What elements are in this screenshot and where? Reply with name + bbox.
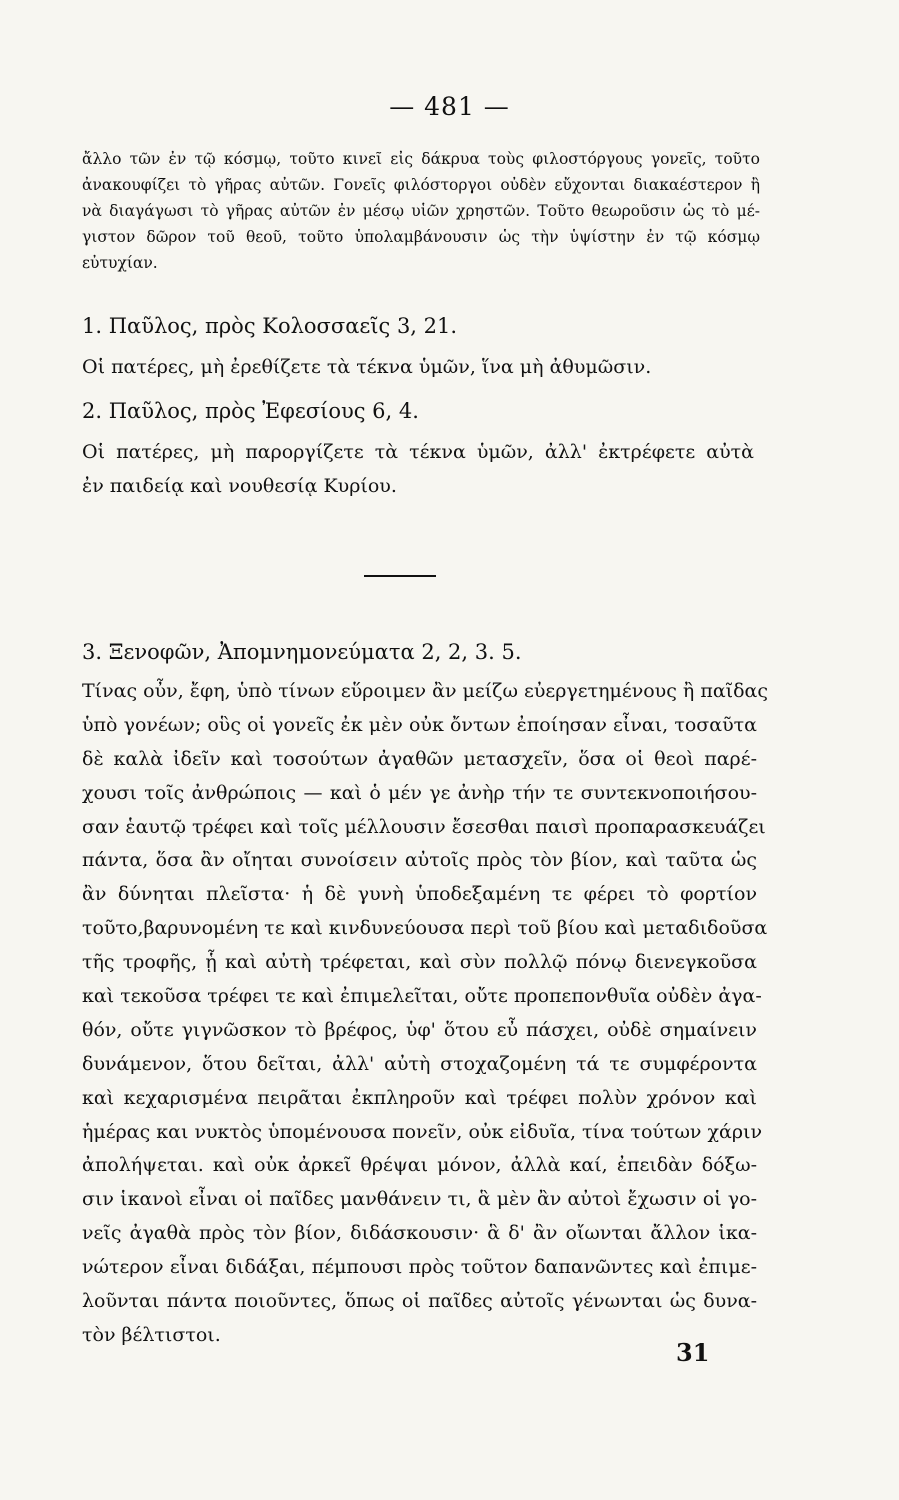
text-line: λοῦνται πάντα ποιοῦντες, ὅπως οἱ παῖδες αὐτοῖς γένωνται ὡς δυνα-	[82, 1290, 757, 1313]
text-line: ἐν παιδείᾳ καὶ νουθεσίᾳ Κυρίου.	[82, 474, 397, 497]
text-line: θόν, οὔτε γιγνῶσκον τὸ βρέφος, ὑφ' ὅτου εὖ πάσχει, οὐδὲ σημαίνειν	[82, 1018, 757, 1041]
text-line: νὰ διαγάγωσι τὸ γῆρας αὐτῶν ἐν μέσῳ υἱῶν χρηστῶν. Τοῦτο θεωροῦσιν ὡς τὸ μέ-	[82, 202, 760, 220]
quote1-heading: 1. Παῦλος, πρὸς Κολοσσαεῖς 3, 21.	[82, 314, 458, 338]
quote1-text: Οἱ πατέρες, μὴ ἐρεθίζετε τὰ τέκνα ὑμῶν, ἵνα μὴ ἀθυμῶσιν.	[82, 356, 652, 378]
text-line: ὑπὸ γονέων; οὓς οἱ γονεῖς ἐκ μὲν οὐκ ὄντων ἐποίησαν εἶναι, τοσαῦτα	[82, 713, 757, 736]
text-line: νώτερον εἶναι διδάξαι, πέμπουσι πρὸς τοῦτον δαπανῶντες καὶ ἐπιμε-	[82, 1256, 757, 1279]
text-line: χουσι τοῖς ἀνθρώποις — καὶ ὁ μέν γε ἀνὴρ τήν τε συντεκνοποιήσου-	[82, 781, 757, 804]
page-number: — 481 —	[389, 92, 510, 121]
text-line: ἂν δύνηται πλεῖστα· ἡ δὲ γυνὴ ὑποδεξαμένη τε φέρει τὸ φορτίον	[82, 883, 757, 906]
text-line: δυνάμενον, ὅτου δεῖται, ἀλλ' αὐτὴ στοχαζομένη τά τε συμφέροντα	[82, 1052, 757, 1075]
quote3-heading: 3. Ξενοφῶν, Ἀπομνημονεύματα 2, 2, 3. 5.	[82, 640, 522, 664]
section-separator	[364, 575, 436, 577]
text-line: ἄλλο τῶν ἐν τῷ κόσμῳ, τοῦτο κινεῖ εἰς δάκρυα τοὺς φιλοστόργους γονεῖς, τοῦτο	[82, 150, 760, 168]
text-line: καὶ κεχαρισμένα πειρᾶται ἐκπληροῦν καὶ τρέφει πολὺν χρόνον καὶ	[82, 1086, 757, 1109]
text-line: τὸν βέλτιστοι.	[82, 1323, 221, 1346]
text-line: ἡμέρας και νυκτὸς ὑπομένουσα πονεῖν, οὐκ εἰδυῖα, τίνα τούτων χάριν	[82, 1120, 763, 1143]
text-line: καὶ τεκοῦσα τρέφει τε καὶ ἐπιμελεῖται, οὔτε προπεπονθυῖα οὐδὲν ἀγα-	[82, 985, 762, 1008]
text-line: νεῖς ἀγαθὰ πρὸς τὸν βίον, διδάσκουσιν· ἃ δ' ἂν οἴωνται ἄλλον ἱκα-	[82, 1222, 757, 1245]
text-line: γιστον δῶρον τοῦ θεοῦ, τοῦτο ὑπολαμβάνουσιν ὡς τὴν ὑψίστην ἐν τῷ κόσμῳ	[82, 228, 760, 246]
text-line: πάντα, ὅσα ἂν οἴηται συνοίσειν αὐτοῖς πρὸς τὸν βίον, καὶ ταῦτα ὡς	[82, 849, 757, 872]
text-line: ἀπολήψεται. καὶ οὐκ ἀρκεῖ θρέψαι μόνον, ἀλλὰ καί, ἐπειδὰν δόξω-	[82, 1154, 757, 1177]
quote2-heading: 2. Παῦλος, πρὸς Ἐφεσίους 6, 4.	[82, 399, 419, 423]
text-line: σαν ἑαυτῷ τρέφει καὶ τοῖς μέλλουσιν ἔσεσθαι παισὶ προπαρασκευάζει	[82, 815, 766, 838]
quote2-text	[82, 436, 754, 504]
text-line: Τίνας οὖν, ἔφη, ὑπὸ τίνων εὕροιμεν ἂν μείζω εὐεργετημένους ἢ παῖδας	[82, 680, 769, 702]
intro-paragraph	[82, 146, 760, 276]
text-line: δὲ καλὰ ἰδεῖν καὶ τοσούτων ἀγαθῶν μετασχεῖν, ὅσα οἱ θεοὶ παρέ-	[82, 747, 757, 770]
signature-mark: 31	[676, 1338, 710, 1367]
text-line: σιν ἱκανοὶ εἶναι οἱ παῖδες μανθάνειν τι, ἃ μὲν ἂν αὐτοὶ ἔχωσιν οἱ γο-	[82, 1188, 757, 1211]
text-line: Οἱ πατέρες, μὴ παροργίζετε τὰ τέκνα ὑμῶν, ἀλλ' ἐκτρέφετε αὐτὰ	[82, 441, 754, 463]
text-line: τοῦτο,βαρυνομένη τε καὶ κινδυνεύουσα περὶ τοῦ βίου καὶ μεταδιδοῦσα	[82, 917, 768, 940]
text-line: τῆς τροφῆς, ᾗ καὶ αὐτὴ τρέφεται, καὶ σὺν πολλῷ πόνῳ διενεγκοῦσα	[82, 951, 757, 974]
text-line: εὐτυχίαν.	[82, 254, 158, 272]
text-line: ἀνακουφίζει τὸ γῆρας αὐτῶν. Γονεῖς φιλόστοργοι οὐδὲν εὔχονται διακαέστερον ἢ	[82, 176, 760, 194]
quote3-text	[82, 675, 769, 1353]
